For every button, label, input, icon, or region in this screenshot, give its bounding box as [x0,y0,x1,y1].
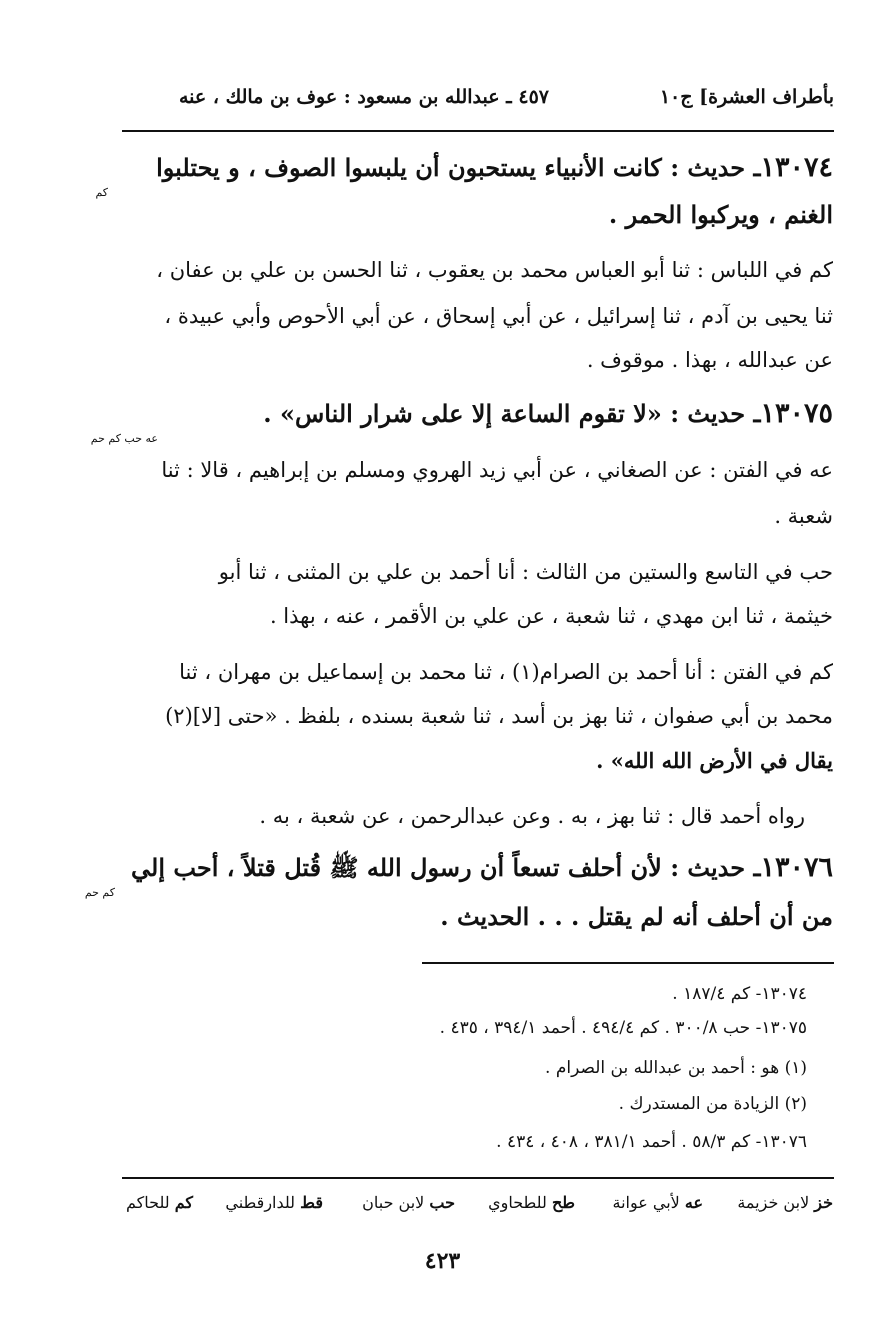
hadith-13074-line-2: الغنم ، ويركبوا الحمر . [608,200,833,229]
abbreviation-item: عه لأبي عوانة [612,1193,703,1212]
abbreviation-item: طح للطحاوي [488,1193,575,1212]
isnad-line: ثنا يحيى بن آدم ، ثنا إسرائيل ، عن أبي إسحاق ، عن أبي الأحوص وأبي عبيدة ، [164,304,833,328]
header-book-title: بأطراف العشرة] ج١٠ [659,86,834,108]
running-header [122,86,834,118]
hadith-sigla: كم حم [84,886,115,899]
hadith-number: ١٣٠٧٦ [760,852,833,883]
abbreviation-rule [122,1177,834,1179]
hadith-number: ١٣٠٧٥ [760,398,833,429]
hadith-sigla: كم [95,186,108,199]
isnad-line: محمد بن أبي صفوان ، ثنا بهز بن أسد ، ثنا شعبة بسنده ، بلفظ . «حتى [لا](٢) [165,704,833,728]
page-number: ٤٢٣ [424,1248,461,1274]
hadith-13076-line-2: من أن أحلف أنه لم يقتل . . . الحديث . [440,902,833,931]
hadith-13075-line-1 [263,398,833,429]
footnote: ١٣٠٧٤- كم ١٨٧/٤ . [672,984,807,1004]
abbreviation-item: حب لابن حبان [362,1193,455,1212]
abbreviation-item: قط للدارقطني [225,1193,323,1212]
header-rule [122,130,834,132]
footnote: ١٣٠٧٥- حب ٣٠٠/٨ . كم ٤٩٤/٤ . أحمد ٣٩٤/١ ، ٤٣٥ . [439,1018,807,1038]
footnote: (٢) الزيادة من المستدرك . [618,1094,807,1114]
isnad-line: خيثمة ، ثنا ابن مهدي ، ثنا شعبة ، عن علي بن الأقمر ، عنه ، بهذا . [269,604,833,628]
abbreviation-key [53,1193,833,1219]
hadith-text: ـ حديث : كانت الأنبياء يستحبون أن يلبسوا الصوف ، و يحتلبوا [156,153,761,182]
hadith-sigla: عه حب كم حم [90,432,158,445]
abbreviation-item: خز لابن خزيمة [737,1193,833,1212]
isnad-line: كم في الفتن : أنا أحمد بن الصرام(١) ، ثنا محمد بن إسماعيل بن مهران ، ثنا [179,660,833,684]
isnad-line: حب في التاسع والستين من الثالث : أنا أحمد بن علي بن المثنى ، ثنا أبو [218,560,833,584]
footnote: ١٣٠٧٦- كم ٥٨/٣ . أحمد ٣٨١/١ ، ٤٠٨ ، ٤٣٤ . [496,1132,807,1152]
hadith-13076-line-1 [131,852,833,888]
hadith-text: ـ حديث : «لا تقوم الساعة إلا على شرار الناس» . [263,399,761,428]
hadith-13074-line-1 [156,152,833,183]
header-section-title: ٤٥٧ ـ عبدالله بن مسعود : عوف بن مالك ، عنه [178,86,549,108]
isnad-line: كم في اللباس : ثنا أبو العباس محمد بن يعقوب ، ثنا الحسن بن علي بن عفان ، [156,258,833,282]
isnad-line: شعبة . [774,504,833,528]
hadith-text: ـ حديث : لأن أحلف تسعاً أن رسول الله ﷺ قُتل قتلاً ، أحب إلي [131,853,761,882]
isnad-line: عن عبدالله ، بهذا . موقوف . [586,348,833,372]
isnad-line: رواه أحمد قال : ثنا بهز ، به . وعن عبدالرحمن ، عن شعبة ، به . [259,804,805,828]
isnad-line: عه في الفتن : عن الصغاني ، عن أبي زيد الهروي ومسلم بن إبراهيم ، قالا : ثنا [161,458,833,482]
footnote-rule [422,962,834,964]
isnad-line: يقال في الأرض الله الله» . [596,748,833,773]
footnote: (١) هو : أحمد بن عبدالله بن الصرام . [545,1058,807,1078]
hadith-number: ١٣٠٧٤ [760,152,833,183]
abbreviation-item: كم للحاكم [126,1193,193,1212]
